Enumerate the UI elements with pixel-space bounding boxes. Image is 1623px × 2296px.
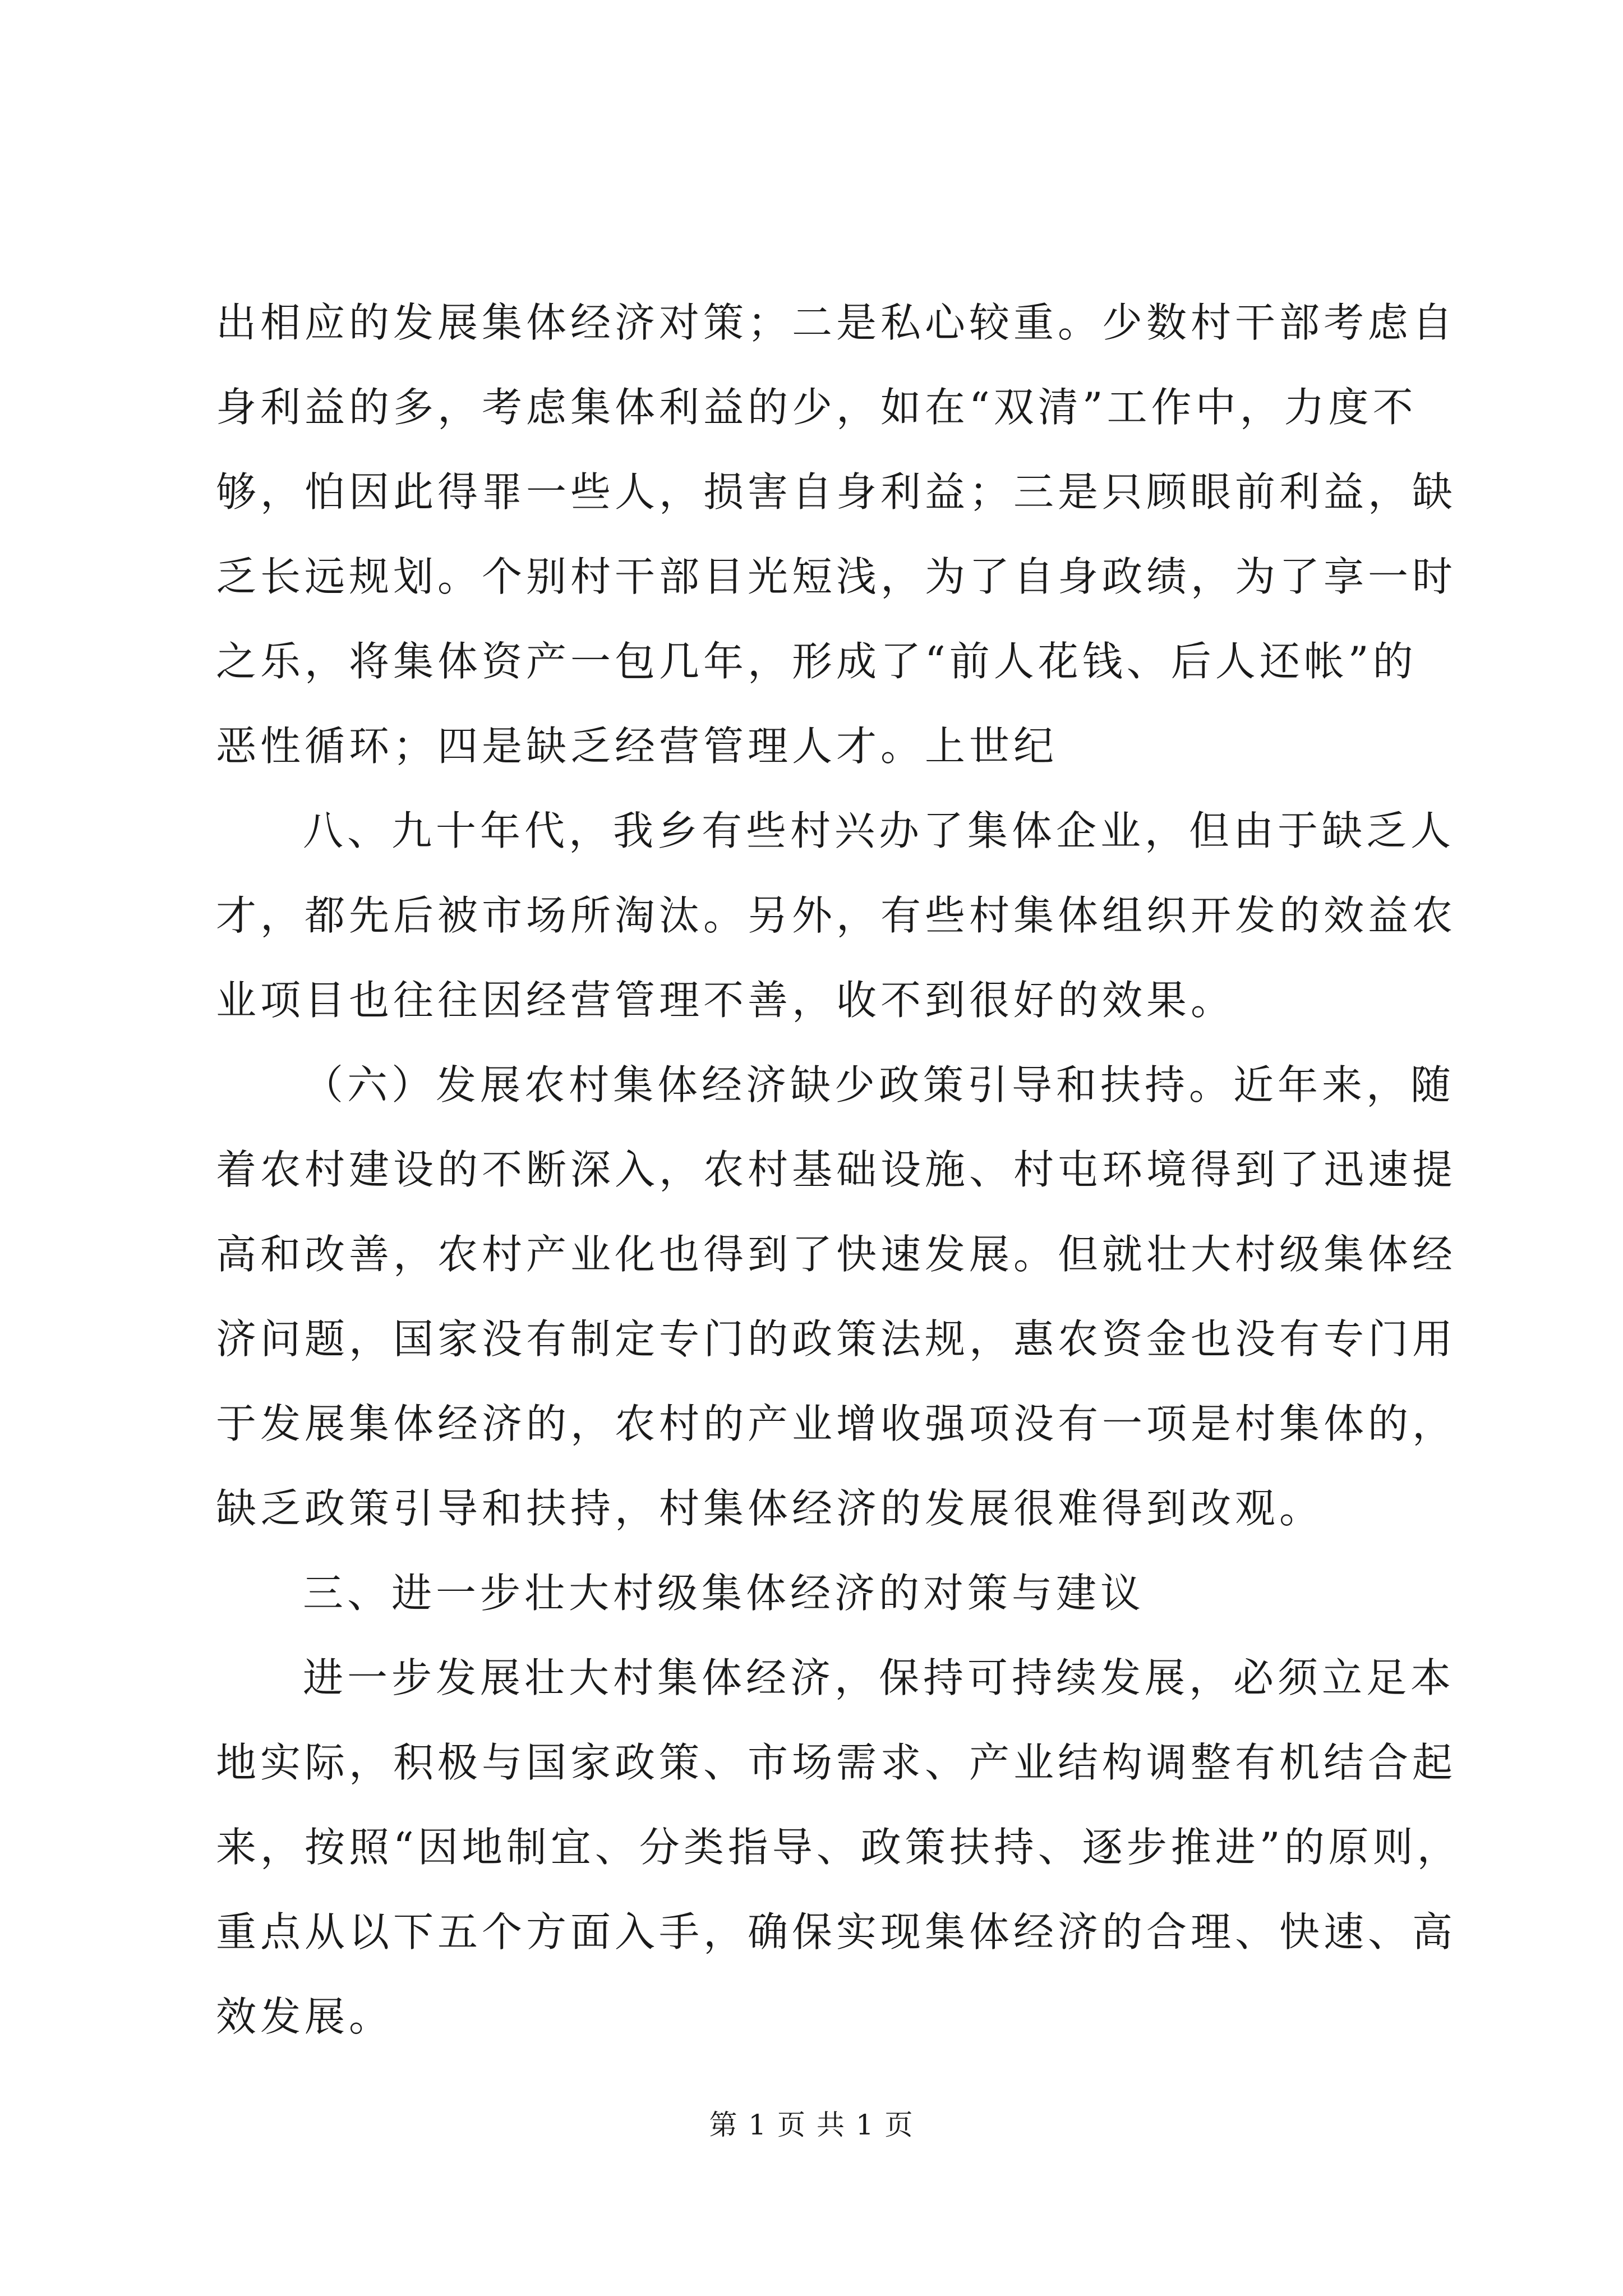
text-line: （六）发展农村集体经济缺少政策引导和扶持。近年来，随 <box>303 1061 1455 1108</box>
text-line: 于发展集体经济的，农村的产业增收强项没有一项是村集体的， <box>216 1400 1457 1447</box>
text-line: 八、九十年代，我乡有些村兴办了集体企业，但由于缺乏人 <box>303 807 1455 854</box>
text-line: 缺乏政策引导和扶持，村集体经济的发展很难得到改观。 <box>216 1485 1324 1532</box>
text-line: 着农村建设的不断深入，农村基础设施、村屯环境得到了迅速提 <box>216 1146 1457 1193</box>
text-line: 效发展。 <box>216 1993 394 2040</box>
page-footer: 第 1 页 共 1 页 <box>709 2109 914 2141</box>
document-body <box>216 280 1461 2059</box>
text-line: 高和改善，农村产业化也得到了快速发展。但就壮大村级集体经 <box>216 1231 1457 1278</box>
text-line: 三、进一步壮大村级集体经济的对策与建议 <box>303 1570 1145 1617</box>
text-line: 进一步发展壮大村集体经济，保持可持续发展，必须立足本 <box>303 1654 1455 1701</box>
text-line: 恶性循环；四是缺乏经营管理人才。上世纪 <box>216 723 1058 770</box>
text-line: 济问题，国家没有制定专门的政策法规，惠农资金也没有专门用 <box>216 1315 1457 1363</box>
text-line: 之乐，将集体资产一包几年，形成了“前人花钱、后人还帐”的 <box>216 638 1417 685</box>
text-line: 乏长远规划。个别村干部目光短浅，为了自身政绩，为了享一时 <box>216 553 1457 600</box>
text-line: 才，都先后被市场所淘汰。另外，有些村集体组织开发的效益农 <box>216 892 1457 939</box>
text-line: 业项目也往往因经营管理不善，收不到很好的效果。 <box>216 977 1235 1024</box>
text-line: 出相应的发展集体经济对策；二是私心较重。少数村干部考虑自 <box>216 299 1457 346</box>
text-line: 重点从以下五个方面入手，确保实现集体经济的合理、快速、高 <box>216 1908 1457 1955</box>
text-line: 身利益的多，考虑集体利益的少，如在“双清”工作中，力度不 <box>216 384 1417 431</box>
text-line: 地实际，积极与国家政策、市场需求、产业结构调整有机结合起 <box>216 1739 1457 1786</box>
text-line: 够，怕因此得罪一些人，损害自身利益；三是只顾眼前利益，缺 <box>216 468 1457 516</box>
text-line: 来，按照“因地制宜、分类指导、政策扶持、逐步推进”的原则， <box>216 1824 1461 1871</box>
